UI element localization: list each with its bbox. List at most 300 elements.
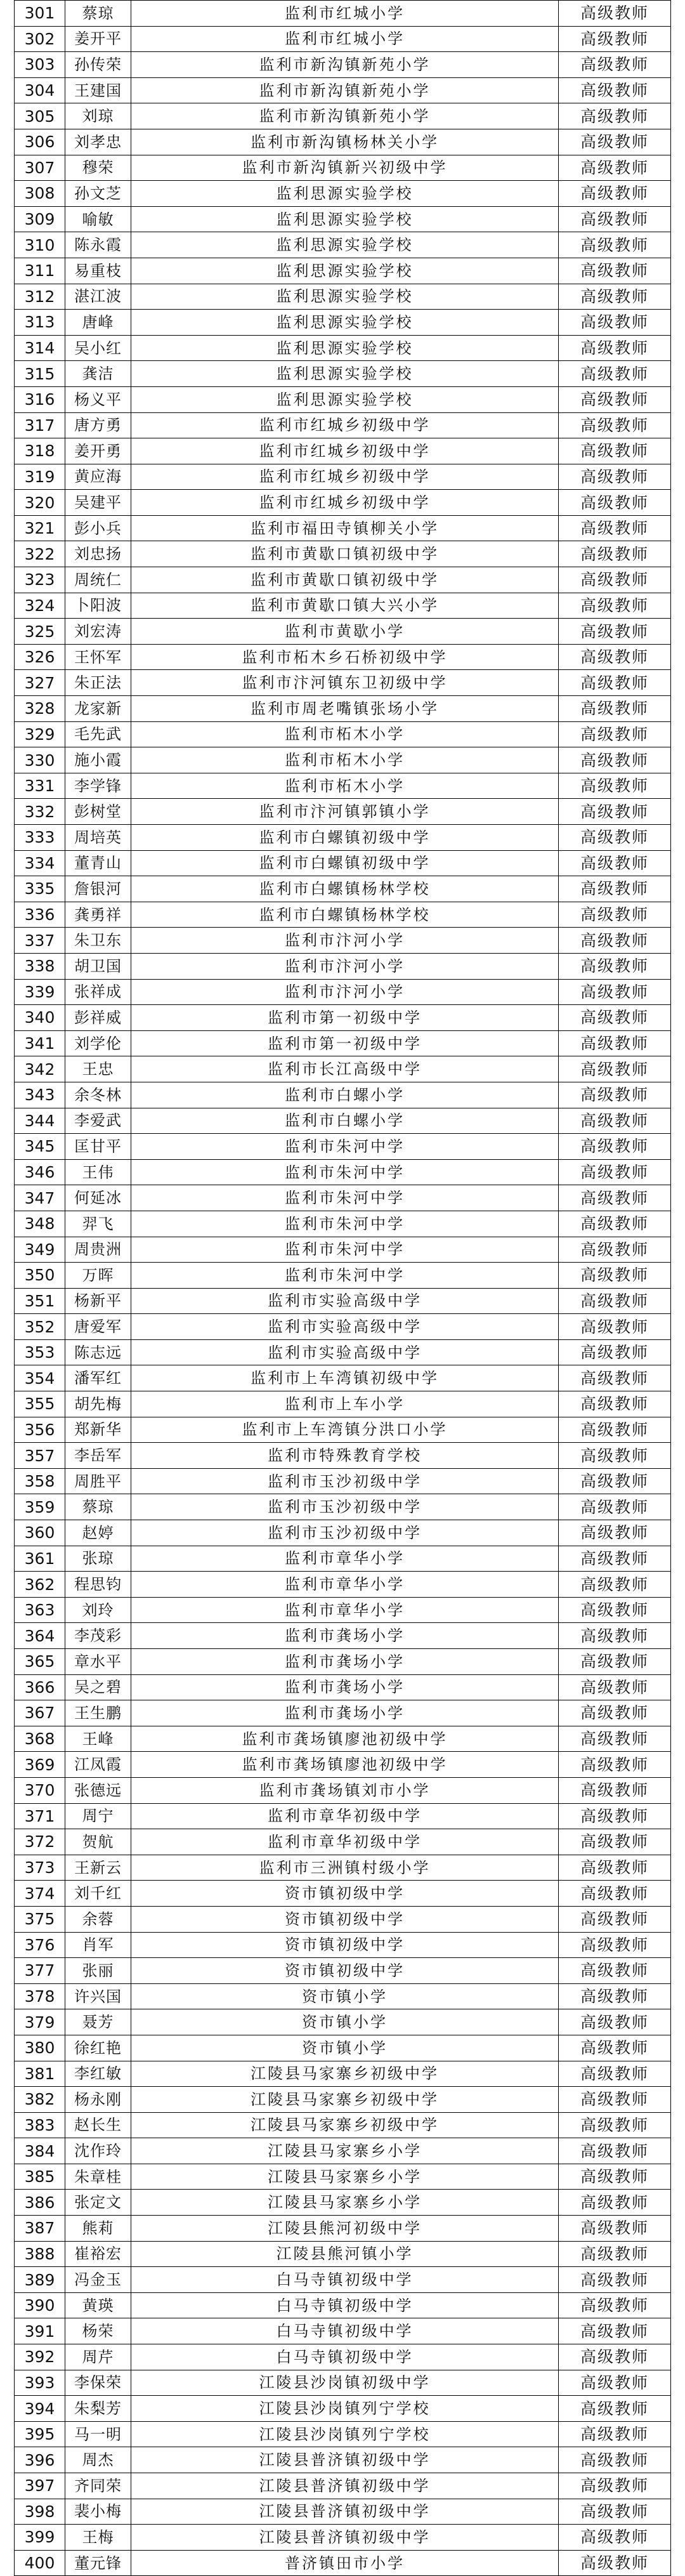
row-number-cell: 303 — [15, 52, 65, 78]
table-row — [15, 1339, 671, 1365]
table-row — [15, 1546, 671, 1572]
teacher-name-cell: 胡先梅 — [65, 1391, 131, 1417]
row-number-cell: 370 — [15, 1777, 65, 1803]
school-name-cell: 监利市实验高级中学 — [131, 1339, 559, 1365]
table-row — [15, 902, 671, 928]
table-row — [15, 129, 671, 155]
row-number-cell: 348 — [15, 1211, 65, 1237]
school-name-cell: 监利思源实验学校 — [131, 232, 559, 258]
school-name-cell: 监利市白螺镇初级中学 — [131, 825, 559, 851]
row-number-cell: 365 — [15, 1649, 65, 1675]
teacher-list-table — [14, 0, 671, 2576]
teacher-name-cell: 潘军红 — [65, 1365, 131, 1391]
table-row — [15, 1030, 671, 1056]
school-name-cell: 监利市章华小学 — [131, 1546, 559, 1572]
table-row — [15, 2396, 671, 2422]
table-row — [15, 1108, 671, 1134]
job-title-cell: 高级教师 — [559, 2550, 671, 2576]
school-name-cell: 监利市玉沙初级中学 — [131, 1494, 559, 1520]
row-number-cell: 382 — [15, 2087, 65, 2113]
table-row — [15, 2473, 671, 2499]
row-number-cell: 335 — [15, 876, 65, 902]
table-row — [15, 1134, 671, 1160]
job-title-cell: 高级教师 — [559, 1726, 671, 1752]
row-number-cell: 351 — [15, 1288, 65, 1314]
row-number-cell: 353 — [15, 1339, 65, 1365]
job-title-cell: 高级教师 — [559, 490, 671, 516]
row-number-cell: 306 — [15, 129, 65, 155]
table-row — [15, 721, 671, 747]
job-title-cell: 高级教师 — [559, 2292, 671, 2318]
school-name-cell: 监利思源实验学校 — [131, 258, 559, 284]
table-row — [15, 1958, 671, 1984]
row-number-cell: 381 — [15, 2061, 65, 2087]
job-title-cell: 高级教师 — [559, 1056, 671, 1082]
school-name-cell: 监利市红城乡初级中学 — [131, 464, 559, 490]
teacher-name-cell: 孙文芝 — [65, 181, 131, 207]
table-row — [15, 850, 671, 876]
teacher-name-cell: 彭树堂 — [65, 799, 131, 825]
school-name-cell: 白马寺镇初级中学 — [131, 2344, 559, 2370]
table-row — [15, 1443, 671, 1469]
job-title-cell: 高级教师 — [559, 1623, 671, 1649]
teacher-name-cell: 吴建平 — [65, 490, 131, 516]
teacher-name-cell: 黄应海 — [65, 464, 131, 490]
table-row — [15, 1391, 671, 1417]
school-name-cell: 资市镇小学 — [131, 2009, 559, 2035]
teacher-name-cell: 江凤霞 — [65, 1752, 131, 1778]
row-number-cell: 347 — [15, 1185, 65, 1211]
job-title-cell: 高级教师 — [559, 1211, 671, 1237]
teacher-name-cell: 王忠 — [65, 1056, 131, 1082]
row-number-cell: 354 — [15, 1365, 65, 1391]
table-row — [15, 206, 671, 232]
school-name-cell: 监利市三洲镇村级小学 — [131, 1855, 559, 1881]
job-title-cell: 高级教师 — [559, 284, 671, 310]
job-title-cell: 高级教师 — [559, 1674, 671, 1700]
teacher-name-cell: 蔡琼 — [65, 1494, 131, 1520]
job-title-cell: 高级教师 — [559, 1958, 671, 1984]
teacher-name-cell: 施小霞 — [65, 747, 131, 773]
school-name-cell: 监利思源实验学校 — [131, 386, 559, 412]
school-name-cell: 监利市朱河中学 — [131, 1185, 559, 1211]
school-name-cell: 江陵县普济镇初级中学 — [131, 2447, 559, 2473]
teacher-name-cell: 王新云 — [65, 1855, 131, 1881]
job-title-cell: 高级教师 — [559, 1288, 671, 1314]
school-name-cell: 江陵县马家寨乡小学 — [131, 2138, 559, 2164]
teacher-name-cell: 李爱武 — [65, 1108, 131, 1134]
job-title-cell: 高级教师 — [559, 541, 671, 567]
table-row — [15, 2087, 671, 2113]
job-title-cell: 高级教师 — [559, 928, 671, 954]
job-title-cell: 高级教师 — [559, 1597, 671, 1623]
row-number-cell: 384 — [15, 2138, 65, 2164]
job-title-cell: 高级教师 — [559, 412, 671, 438]
school-name-cell: 江陵县沙岗镇初级中学 — [131, 2370, 559, 2396]
school-name-cell: 监利市章华初级中学 — [131, 1803, 559, 1829]
row-number-cell: 343 — [15, 1082, 65, 1108]
job-title-cell: 高级教师 — [559, 1159, 671, 1185]
school-name-cell: 监利市红城乡初级中学 — [131, 412, 559, 438]
job-title-cell: 高级教师 — [559, 464, 671, 490]
teacher-name-cell: 程思钧 — [65, 1572, 131, 1598]
table-row — [15, 1494, 671, 1520]
row-number-cell: 310 — [15, 232, 65, 258]
school-name-cell: 监利市上车湾镇初级中学 — [131, 1365, 559, 1391]
row-number-cell: 378 — [15, 1983, 65, 2009]
job-title-cell: 高级教师 — [559, 1134, 671, 1160]
school-name-cell: 监利市玉沙初级中学 — [131, 1468, 559, 1494]
table-row — [15, 1314, 671, 1340]
teacher-name-cell: 易重枝 — [65, 258, 131, 284]
job-title-cell: 高级教师 — [559, 721, 671, 747]
teacher-name-cell: 周统仁 — [65, 567, 131, 593]
school-name-cell: 监利市柘木小学 — [131, 721, 559, 747]
school-name-cell: 江陵县马家寨乡初级中学 — [131, 2112, 559, 2138]
row-number-cell: 363 — [15, 1597, 65, 1623]
school-name-cell: 监利市实验高级中学 — [131, 1314, 559, 1340]
school-name-cell: 监利思源实验学校 — [131, 284, 559, 310]
job-title-cell: 高级教师 — [559, 1365, 671, 1391]
table-row — [15, 232, 671, 258]
table-row — [15, 1237, 671, 1263]
school-name-cell: 监利思源实验学校 — [131, 335, 559, 361]
row-number-cell: 333 — [15, 825, 65, 851]
row-number-cell: 377 — [15, 1958, 65, 1984]
table-row — [15, 2421, 671, 2447]
school-name-cell: 监利市红城小学 — [131, 1, 559, 27]
table-row — [15, 77, 671, 103]
teacher-name-cell: 蔡琼 — [65, 1, 131, 27]
school-name-cell: 监利市朱河中学 — [131, 1237, 559, 1263]
school-name-cell: 江陵县马家寨乡初级中学 — [131, 2087, 559, 2113]
table-row — [15, 1700, 671, 1726]
school-name-cell: 资市镇初级中学 — [131, 1881, 559, 1907]
teacher-name-cell: 刘千红 — [65, 1881, 131, 1907]
table-row — [15, 2550, 671, 2576]
school-name-cell: 资市镇小学 — [131, 2035, 559, 2061]
school-name-cell: 监利市周老嘴镇张场小学 — [131, 696, 559, 722]
school-name-cell: 江陵县普济镇初级中学 — [131, 2525, 559, 2551]
row-number-cell: 372 — [15, 1829, 65, 1855]
table-row — [15, 1211, 671, 1237]
teacher-name-cell: 张定文 — [65, 2190, 131, 2216]
job-title-cell: 高级教师 — [559, 2112, 671, 2138]
school-name-cell: 监利市白螺小学 — [131, 1108, 559, 1134]
teacher-name-cell: 周培英 — [65, 825, 131, 851]
table-row — [15, 1263, 671, 1289]
teacher-name-cell: 姜开勇 — [65, 438, 131, 464]
job-title-cell: 高级教师 — [559, 953, 671, 979]
row-number-cell: 314 — [15, 335, 65, 361]
teacher-name-cell: 毛先武 — [65, 721, 131, 747]
job-title-cell: 高级教师 — [559, 850, 671, 876]
teacher-name-cell: 吴之碧 — [65, 1674, 131, 1700]
row-number-cell: 309 — [15, 206, 65, 232]
school-name-cell: 监利市白螺镇初级中学 — [131, 850, 559, 876]
row-number-cell: 337 — [15, 928, 65, 954]
job-title-cell: 高级教师 — [559, 1417, 671, 1443]
table-row — [15, 747, 671, 773]
teacher-name-cell: 穆荣 — [65, 155, 131, 181]
row-number-cell: 390 — [15, 2292, 65, 2318]
table-row — [15, 1572, 671, 1598]
teacher-name-cell: 刘学伦 — [65, 1030, 131, 1056]
row-number-cell: 326 — [15, 644, 65, 670]
teacher-name-cell: 龚勇祥 — [65, 902, 131, 928]
school-name-cell: 监利市汴河小学 — [131, 979, 559, 1005]
table-row — [15, 2241, 671, 2267]
row-number-cell: 371 — [15, 1803, 65, 1829]
row-number-cell: 313 — [15, 310, 65, 336]
job-title-cell: 高级教师 — [559, 2267, 671, 2293]
row-number-cell: 325 — [15, 619, 65, 645]
job-title-cell: 高级教师 — [559, 181, 671, 207]
table-row — [15, 386, 671, 412]
table-body — [15, 1, 671, 2576]
school-name-cell: 监利市汴河小学 — [131, 928, 559, 954]
table-row — [15, 1829, 671, 1855]
job-title-cell: 高级教师 — [559, 825, 671, 851]
table-row — [15, 2138, 671, 2164]
row-number-cell: 366 — [15, 1674, 65, 1700]
teacher-name-cell: 杨永刚 — [65, 2087, 131, 2113]
school-name-cell: 监利市龚场镇刘市小学 — [131, 1777, 559, 1803]
table-row — [15, 1365, 671, 1391]
job-title-cell: 高级教师 — [559, 747, 671, 773]
teacher-name-cell: 陈志远 — [65, 1339, 131, 1365]
job-title-cell: 高级教师 — [559, 2035, 671, 2061]
table-row — [15, 258, 671, 284]
school-name-cell: 监利市白螺镇杨林学校 — [131, 902, 559, 928]
job-title-cell: 高级教师 — [559, 2087, 671, 2113]
row-number-cell: 345 — [15, 1134, 65, 1160]
teacher-name-cell: 马一明 — [65, 2421, 131, 2447]
table-row — [15, 1881, 671, 1907]
row-number-cell: 388 — [15, 2241, 65, 2267]
school-name-cell: 江陵县沙岗镇列宁学校 — [131, 2421, 559, 2447]
teacher-name-cell: 杨新平 — [65, 1288, 131, 1314]
job-title-cell: 高级教师 — [559, 644, 671, 670]
row-number-cell: 311 — [15, 258, 65, 284]
job-title-cell: 高级教师 — [559, 1546, 671, 1572]
row-number-cell: 375 — [15, 1906, 65, 1932]
job-title-cell: 高级教师 — [559, 876, 671, 902]
table-row — [15, 593, 671, 619]
job-title-cell: 高级教师 — [559, 1855, 671, 1881]
teacher-name-cell: 胡卫国 — [65, 953, 131, 979]
teacher-name-cell: 张琼 — [65, 1546, 131, 1572]
table-row — [15, 670, 671, 696]
teacher-name-cell: 吴小红 — [65, 335, 131, 361]
job-title-cell: 高级教师 — [559, 2447, 671, 2473]
job-title-cell: 高级教师 — [559, 670, 671, 696]
teacher-name-cell: 唐爱军 — [65, 1314, 131, 1340]
table-row — [15, 52, 671, 78]
school-name-cell: 监利市龚场小学 — [131, 1700, 559, 1726]
table-row — [15, 464, 671, 490]
job-title-cell: 高级教师 — [559, 1030, 671, 1056]
job-title-cell: 高级教师 — [559, 1752, 671, 1778]
school-name-cell: 监利市新沟镇新苑小学 — [131, 77, 559, 103]
row-number-cell: 394 — [15, 2396, 65, 2422]
teacher-name-cell: 崔裕宏 — [65, 2241, 131, 2267]
teacher-name-cell: 张德远 — [65, 1777, 131, 1803]
table-row — [15, 1649, 671, 1675]
teacher-name-cell: 何延冰 — [65, 1185, 131, 1211]
teacher-name-cell: 裴小梅 — [65, 2499, 131, 2525]
row-number-cell: 321 — [15, 515, 65, 541]
table-row — [15, 2216, 671, 2242]
table-row — [15, 541, 671, 567]
table-row — [15, 103, 671, 129]
job-title-cell: 高级教师 — [559, 799, 671, 825]
job-title-cell: 高级教师 — [559, 386, 671, 412]
school-name-cell: 普济镇田市小学 — [131, 2550, 559, 2576]
job-title-cell: 高级教师 — [559, 1906, 671, 1932]
row-number-cell: 399 — [15, 2525, 65, 2551]
row-number-cell: 342 — [15, 1056, 65, 1082]
job-title-cell: 高级教师 — [559, 2396, 671, 2422]
teacher-name-cell: 李保荣 — [65, 2370, 131, 2396]
table-row — [15, 953, 671, 979]
teacher-name-cell: 赵婷 — [65, 1520, 131, 1546]
school-name-cell: 监利市上车小学 — [131, 1391, 559, 1417]
table-row — [15, 310, 671, 336]
row-number-cell: 360 — [15, 1520, 65, 1546]
row-number-cell: 305 — [15, 103, 65, 129]
job-title-cell: 高级教师 — [559, 361, 671, 387]
table-row — [15, 696, 671, 722]
school-name-cell: 监利市上车湾镇分洪口小学 — [131, 1417, 559, 1443]
row-number-cell: 332 — [15, 799, 65, 825]
job-title-cell: 高级教师 — [559, 206, 671, 232]
job-title-cell: 高级教师 — [559, 1, 671, 27]
school-name-cell: 监利市第一初级中学 — [131, 1005, 559, 1031]
job-title-cell: 高级教师 — [559, 902, 671, 928]
job-title-cell: 高级教师 — [559, 1443, 671, 1469]
job-title-cell: 高级教师 — [559, 593, 671, 619]
row-number-cell: 392 — [15, 2344, 65, 2370]
job-title-cell: 高级教师 — [559, 2190, 671, 2216]
table-row — [15, 438, 671, 464]
school-name-cell: 监利市红城乡初级中学 — [131, 438, 559, 464]
job-title-cell: 高级教师 — [559, 619, 671, 645]
table-row — [15, 1417, 671, 1443]
table-row — [15, 2370, 671, 2396]
table-row — [15, 412, 671, 438]
table-row — [15, 2009, 671, 2035]
table-row — [15, 1005, 671, 1031]
row-number-cell: 368 — [15, 1726, 65, 1752]
table-row — [15, 1623, 671, 1649]
row-number-cell: 379 — [15, 2009, 65, 2035]
school-name-cell: 监利市汴河镇东卫初级中学 — [131, 670, 559, 696]
row-number-cell: 327 — [15, 670, 65, 696]
school-name-cell: 监利市红城小学 — [131, 26, 559, 52]
row-number-cell: 380 — [15, 2035, 65, 2061]
teacher-name-cell: 詹银河 — [65, 876, 131, 902]
table-row — [15, 2447, 671, 2473]
school-name-cell: 监利市特殊教育学校 — [131, 1443, 559, 1469]
table-row — [15, 2190, 671, 2216]
table-row — [15, 361, 671, 387]
teacher-name-cell: 赵长生 — [65, 2112, 131, 2138]
school-name-cell: 白马寺镇初级中学 — [131, 2318, 559, 2344]
teacher-name-cell: 沈作玲 — [65, 2138, 131, 2164]
job-title-cell: 高级教师 — [559, 773, 671, 799]
job-title-cell: 高级教师 — [559, 438, 671, 464]
job-title-cell: 高级教师 — [559, 1520, 671, 1546]
teacher-name-cell: 周胜平 — [65, 1468, 131, 1494]
school-name-cell: 监利市章华小学 — [131, 1597, 559, 1623]
school-name-cell: 监利市龚场镇廖池初级中学 — [131, 1726, 559, 1752]
teacher-name-cell: 刘琼 — [65, 103, 131, 129]
teacher-name-cell: 卜阳波 — [65, 593, 131, 619]
row-number-cell: 376 — [15, 1932, 65, 1958]
school-name-cell: 资市镇初级中学 — [131, 1906, 559, 1932]
table-row — [15, 1288, 671, 1314]
teacher-name-cell: 孙传荣 — [65, 52, 131, 78]
table-row — [15, 2525, 671, 2551]
teacher-name-cell: 万晖 — [65, 1263, 131, 1289]
table-row — [15, 825, 671, 851]
teacher-name-cell: 余冬林 — [65, 1082, 131, 1108]
table-row — [15, 181, 671, 207]
school-name-cell: 监利市红城乡初级中学 — [131, 490, 559, 516]
job-title-cell: 高级教师 — [559, 2061, 671, 2087]
row-number-cell: 317 — [15, 412, 65, 438]
row-number-cell: 361 — [15, 1546, 65, 1572]
school-name-cell: 监利市第一初级中学 — [131, 1030, 559, 1056]
school-name-cell: 监利市新沟镇新苑小学 — [131, 103, 559, 129]
row-number-cell: 369 — [15, 1752, 65, 1778]
school-name-cell: 白马寺镇初级中学 — [131, 2292, 559, 2318]
row-number-cell: 374 — [15, 1881, 65, 1907]
job-title-cell: 高级教师 — [559, 1803, 671, 1829]
table-row — [15, 1726, 671, 1752]
job-title-cell: 高级教师 — [559, 1777, 671, 1803]
teacher-name-cell: 张丽 — [65, 1958, 131, 1984]
job-title-cell: 高级教师 — [559, 103, 671, 129]
row-number-cell: 391 — [15, 2318, 65, 2344]
teacher-name-cell: 黄瑛 — [65, 2292, 131, 2318]
table-row — [15, 1752, 671, 1778]
job-title-cell: 高级教师 — [559, 696, 671, 722]
job-title-cell: 高级教师 — [559, 1391, 671, 1417]
row-number-cell: 355 — [15, 1391, 65, 1417]
school-name-cell: 监利思源实验学校 — [131, 181, 559, 207]
job-title-cell: 高级教师 — [559, 1881, 671, 1907]
teacher-name-cell: 李岳军 — [65, 1443, 131, 1469]
school-name-cell: 监利市柘木小学 — [131, 747, 559, 773]
row-number-cell: 398 — [15, 2499, 65, 2525]
school-name-cell: 监利市柘木乡石桥初级中学 — [131, 644, 559, 670]
row-number-cell: 319 — [15, 464, 65, 490]
teacher-name-cell: 董青山 — [65, 850, 131, 876]
teacher-name-cell: 羿飞 — [65, 1211, 131, 1237]
teacher-name-cell: 张祥成 — [65, 979, 131, 1005]
job-title-cell: 高级教师 — [559, 2370, 671, 2396]
teacher-name-cell: 龙家新 — [65, 696, 131, 722]
school-name-cell: 监利市龚场小学 — [131, 1649, 559, 1675]
job-title-cell: 高级教师 — [559, 1649, 671, 1675]
teacher-name-cell: 王建国 — [65, 77, 131, 103]
teacher-name-cell: 熊莉 — [65, 2216, 131, 2242]
table-row — [15, 1082, 671, 1108]
teacher-name-cell: 王生鹏 — [65, 1700, 131, 1726]
job-title-cell: 高级教师 — [559, 52, 671, 78]
